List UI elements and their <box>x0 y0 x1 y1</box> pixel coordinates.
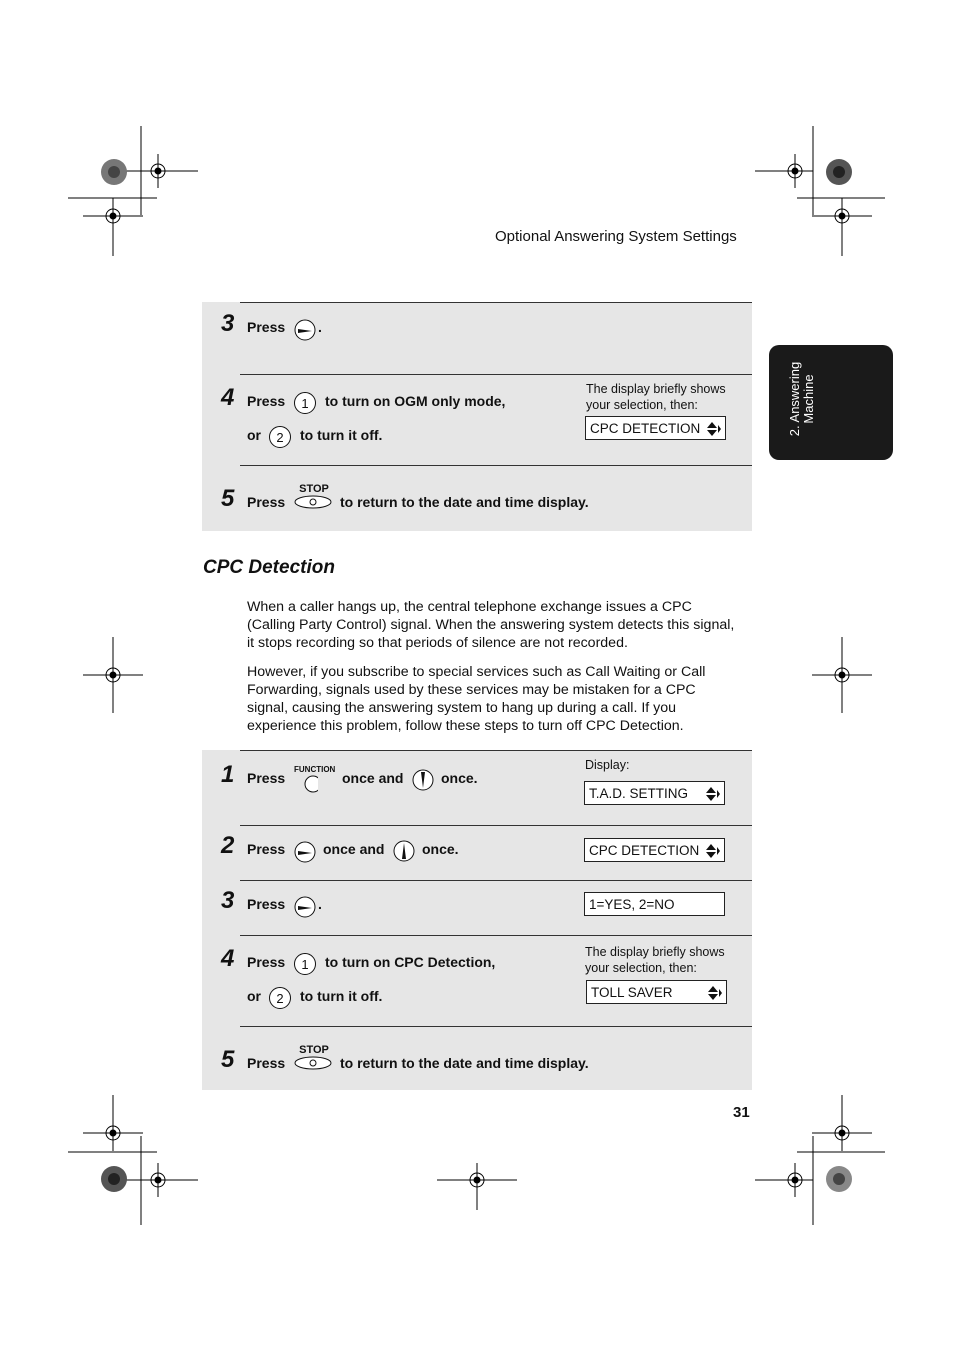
step-text: Press <box>247 319 286 335</box>
right-arrow-key-icon <box>294 896 318 918</box>
display-label: Display: <box>585 758 630 772</box>
step-number: 2 <box>221 832 235 859</box>
step-text: once and <box>342 770 404 786</box>
key-2-icon: 2 <box>269 426 291 448</box>
step-number: 3 <box>221 887 235 914</box>
step-period: . <box>318 319 322 335</box>
key-2-icon: 2 <box>269 987 291 1009</box>
paragraph-line: it stops recording so that periods of silence are not recorded. <box>247 635 628 651</box>
lcd-text: 1=YES, 2=NO <box>589 897 675 912</box>
step-number: 4 <box>221 384 235 411</box>
step-period: . <box>318 896 322 912</box>
step-text: Press <box>247 494 286 510</box>
stop-key-label: STOP <box>299 1044 329 1056</box>
display-note-line2: your selection, then: <box>585 961 697 975</box>
lcd-display <box>586 980 727 1004</box>
lcd-display <box>585 416 726 440</box>
step-number: 5 <box>221 1046 235 1073</box>
step-text: once. <box>422 841 459 857</box>
up-down-arrow-icon <box>705 421 721 437</box>
paragraph-2 <box>247 663 747 735</box>
section-title: CPC Detection <box>203 557 335 578</box>
step-text: Press <box>247 841 286 857</box>
chapter-tab-line2: Machine <box>801 374 816 424</box>
up-down-arrow-icon <box>704 843 720 859</box>
step-text: to return to the date and time display. <box>340 1055 589 1071</box>
step-text: to turn on CPC Detection, <box>325 954 496 970</box>
step-text: once and <box>323 841 385 857</box>
page-header: Optional Answering System Settings <box>495 228 737 245</box>
key-1-icon: 1 <box>294 953 316 975</box>
paragraph-line: However, if you subscribe to special services such as Call Waiting or Call <box>247 664 706 680</box>
right-arrow-key-icon <box>294 841 318 863</box>
step-number: 1 <box>221 761 235 788</box>
stop-key-icon <box>294 483 334 511</box>
stop-key-label: STOP <box>299 483 329 495</box>
page-number: 31 <box>733 1104 750 1121</box>
chapter-tab <box>769 345 893 460</box>
function-key-label: FUNCTION <box>294 765 336 774</box>
step-text: Press <box>247 393 286 409</box>
paragraph-1 <box>247 598 747 652</box>
lcd-display <box>584 838 725 862</box>
stop-button-shape <box>294 495 334 509</box>
step-text: to turn it off. <box>300 988 383 1004</box>
step-number: 4 <box>221 945 235 972</box>
paragraph-line: When a caller hangs up, the central telephone exchange issues a CPC <box>247 599 692 615</box>
right-arrow-key-icon <box>294 319 318 341</box>
paragraph-line: Forwarding, signals used by these services may be mistaken for a CPC <box>247 682 696 698</box>
step-number: 5 <box>221 485 235 512</box>
lcd-display <box>584 781 725 805</box>
lcd-text: T.A.D. SETTING <box>589 786 689 801</box>
lcd-text: CPC DETECTION <box>590 421 701 436</box>
display-note-line2: your selection, then: <box>586 398 698 412</box>
up-arrow-key-icon <box>393 839 417 863</box>
key-1-icon: 1 <box>294 392 316 414</box>
stop-key-icon <box>294 1044 334 1072</box>
step-text: Press <box>247 954 286 970</box>
chapter-tab-line1: 2. Answering <box>787 361 802 437</box>
step-text: Press <box>247 770 286 786</box>
step-text: or <box>247 427 261 443</box>
stop-button-shape <box>294 1056 334 1070</box>
step-number: 3 <box>221 310 235 337</box>
step-text: or <box>247 988 261 1004</box>
step-text: to turn it off. <box>300 427 383 443</box>
lcd-display <box>584 892 725 916</box>
up-down-arrow-icon <box>706 985 722 1001</box>
paragraph-line: experience this problem, follow these steps to turn off CPC Detection. <box>247 718 684 734</box>
lcd-text: CPC DETECTION <box>589 843 700 858</box>
step-text: to turn on OGM only mode, <box>325 393 506 409</box>
up-down-arrow-icon <box>704 786 720 802</box>
display-note-line1: The display briefly shows <box>586 382 726 396</box>
step-text: Press <box>247 1055 286 1071</box>
function-key-icon <box>294 765 334 793</box>
step-text: to return to the date and time display. <box>340 494 589 510</box>
lcd-text: TOLL SAVER <box>591 985 673 1000</box>
paragraph-line: signal, causing the answering system to hang up during a call. If you <box>247 700 677 716</box>
step-text: Press <box>247 896 286 912</box>
display-note-line1: The display briefly shows <box>585 945 725 959</box>
function-button-shape <box>294 775 318 793</box>
step-text: once. <box>441 770 478 786</box>
down-arrow-key-icon <box>412 768 436 792</box>
chapter-tab-label <box>788 344 816 454</box>
paragraph-line: (Calling Party Control) signal. When the answering system detects this signal, <box>247 617 735 633</box>
